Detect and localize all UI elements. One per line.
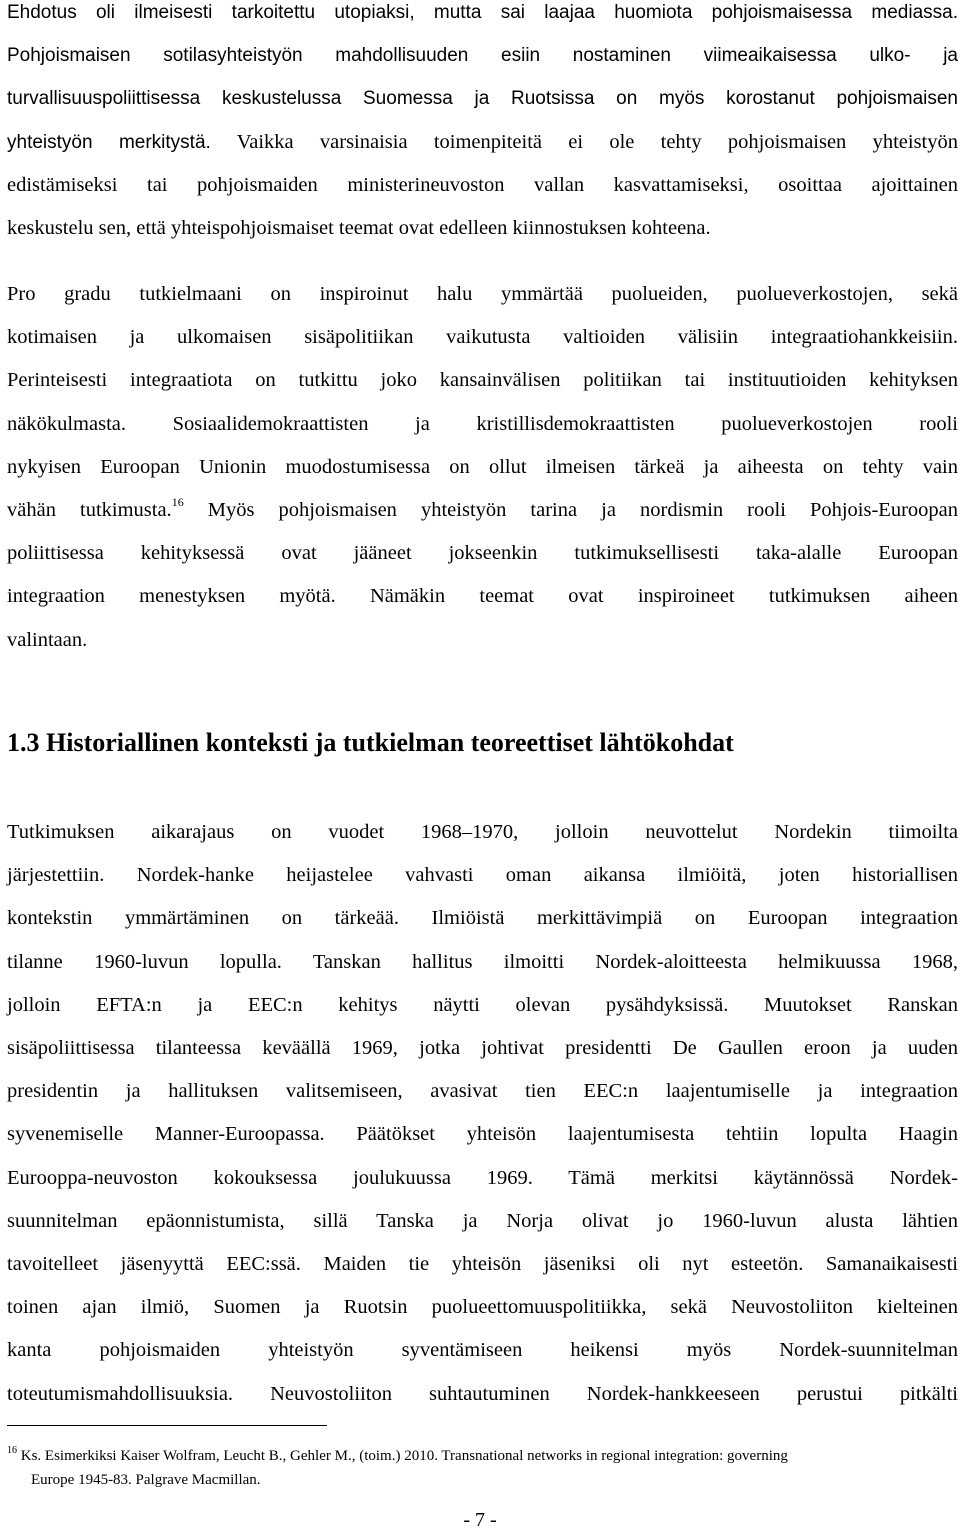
paragraph-2-line-start: vähän tutkimusta.	[7, 499, 172, 522]
paragraph-3-line: tilanne 1960-luvun lopulla. Tanskan hallitus ilmoitti Nordek-aloitteesta helmikuussa 1968,	[7, 950, 958, 973]
paragraph-3-line: Eurooppa-neuvoston kokouksessa joulukuussa 1969. Tämä merkitsi käytännössä Nordek-	[7, 1166, 958, 1189]
footnote-separator	[7, 1425, 327, 1426]
paragraph-3-line: toinen ajan ilmiö, Suomen ja Ruotsin puolueettomuuspolitiikka, sekä Neuvostoliiton kielteinen	[7, 1296, 958, 1319]
paragraph-3	[7, 811, 958, 1416]
paragraph-2-line: Perinteisesti integraatiota on tutkittu joko kansainvälisen politiikan tai instituutioiden kehityksen	[7, 369, 958, 392]
paragraph-1-line-end: Vaikka varsinaisia toimenpiteitä ei ole tehty pohjoismaisen yhteistyön	[210, 130, 958, 153]
section-heading: 1.3 Historiallinen konteksti ja tutkielman teoreettiset lähtökohdat	[7, 728, 734, 757]
footnote-line	[7, 1444, 947, 1468]
paragraph-3-line: jolloin EFTA:n ja EEC:n kehitys näytti olevan pysähdyksissä. Muutokset Ranskan	[7, 993, 958, 1016]
paragraph-3-line: järjestettiin. Nordek-hanke heijastelee vahvasti oman aikansa ilmiöitä, joten historiallisen	[7, 864, 958, 887]
footnote-number: 16	[7, 1445, 17, 1456]
footnote-line: Europe 1945-83. Palgrave Macmillan.	[31, 1472, 261, 1488]
paragraph-1-line: Pohjoismaisen sotilasyhteistyön mahdollisuuden esiin nostaminen viimeaikaisessa ulko- ja	[7, 45, 958, 67]
paragraph-1-line: Ehdotus oli ilmeisesti tarkoitettu utopiaksi, mutta sai laajaa huomiota pohjoismaisessa mediassa.	[7, 2, 958, 23]
paragraph-2-line	[7, 489, 958, 532]
paragraph-3-line: suunnitelman epäonnistumista, sillä Tanska ja Norja olivat jo 1960-luvun alusta lähtien	[7, 1209, 958, 1232]
paragraph-1-line-start: yhteistyön merkitystä.	[7, 131, 211, 153]
paragraph-2-line: kotimaisen ja ulkomaisen sisäpolitiikan vaikutusta valtioiden välisiin integraatiohankkeisiin.	[7, 326, 958, 349]
paragraph-1-line: turvallisuuspoliittisessa keskustelussa Suomessa ja Ruotsissa on myös korostanut pohjoismaisen	[7, 88, 958, 110]
paragraph-2-line-end: Myös pohjoismaisen yhteistyön tarina ja nordismin rooli Pohjois-Euroopan	[183, 499, 958, 522]
paragraph-2-line: valintaan.	[7, 628, 88, 651]
paragraph-1-line: edistämiseksi tai pohjoismaiden ministerineuvoston vallan kasvattamiseksi, osoittaa ajoittainen	[7, 173, 958, 196]
paragraph-3-line: presidentin ja hallituksen valitsemiseen, avasivat tien EEC:n laajentumiselle ja integraation	[7, 1080, 958, 1103]
paragraph-3-line: syvenemiselle Manner-Euroopassa. Päätökset yhteisön laajentumisesta tehtiin lopulta Haagin	[7, 1123, 958, 1146]
paragraph-2-line: näkökulmasta. Sosiaalidemokraattisten ja kristillisdemokraattisten puolueverkostojen rooli	[7, 412, 958, 435]
footnote	[7, 1444, 947, 1492]
paragraph-1	[7, 0, 958, 250]
paragraph-3-line: sisäpoliittisessa tilanteessa keväällä 1969, jotka johtivat presidentti De Gaullen eroon ja uuden	[7, 1037, 958, 1060]
footnote-reference: 16	[171, 495, 184, 510]
paragraph-2-line: Pro gradu tutkielmaani on inspiroinut halu ymmärtää puolueiden, puolueverkostojen, sekä	[7, 283, 958, 305]
paragraph-2-line: poliittisessa kehityksessä ovat jääneet jokseenkin tutkimuksellisesti taka-alalle Euroopan	[7, 542, 958, 565]
paragraph-3-line: Tutkimuksen aikarajaus on vuodet 1968–1970, jolloin neuvottelut Nordekin tiimoilta	[7, 821, 958, 843]
paragraph-3-line: kanta pohjoismaiden yhteistyön syventämiseen heikensi myös Nordek-suunnitelman	[7, 1339, 958, 1362]
footnote-text: Ks. Esimerkiksi Kaiser Wolfram, Leucht B., Gehler M., (toim.) 2010. Transnational networks in regional integration: governing	[17, 1448, 788, 1464]
paragraph-3-line: toteutumismahdollisuuksia. Neuvostoliiton suhtautuminen Nordek-hankkeeseen perustui pitkälti	[7, 1382, 958, 1405]
paragraph-2-line: nykyisen Euroopan Unionin muodostumisessa on ollut ilmeisen tärkeä ja aiheesta on tehty vain	[7, 455, 958, 478]
paragraph-3-line: tavoitelleet jäsenyyttä EEC:ssä. Maiden tie yhteisön jäseniksi oli nyt esteetön. Samanaikaisesti	[7, 1253, 958, 1276]
paragraph-2	[7, 273, 958, 662]
paragraph-1-line	[7, 121, 958, 164]
paragraph-1-line: keskustelu sen, että yhteispohjoismaiset teemat ovat edelleen kiinnostuksen kohteena.	[7, 217, 711, 240]
paragraph-2-line: integraation menestyksen myötä. Nämäkin teemat ovat inspiroineet tutkimuksen aiheen	[7, 585, 958, 608]
page-number: - 7 -	[463, 1509, 497, 1531]
paragraph-3-line: kontekstin ymmärtäminen on tärkeää. Ilmiöistä merkittävimpiä on Euroopan integraation	[7, 907, 958, 930]
